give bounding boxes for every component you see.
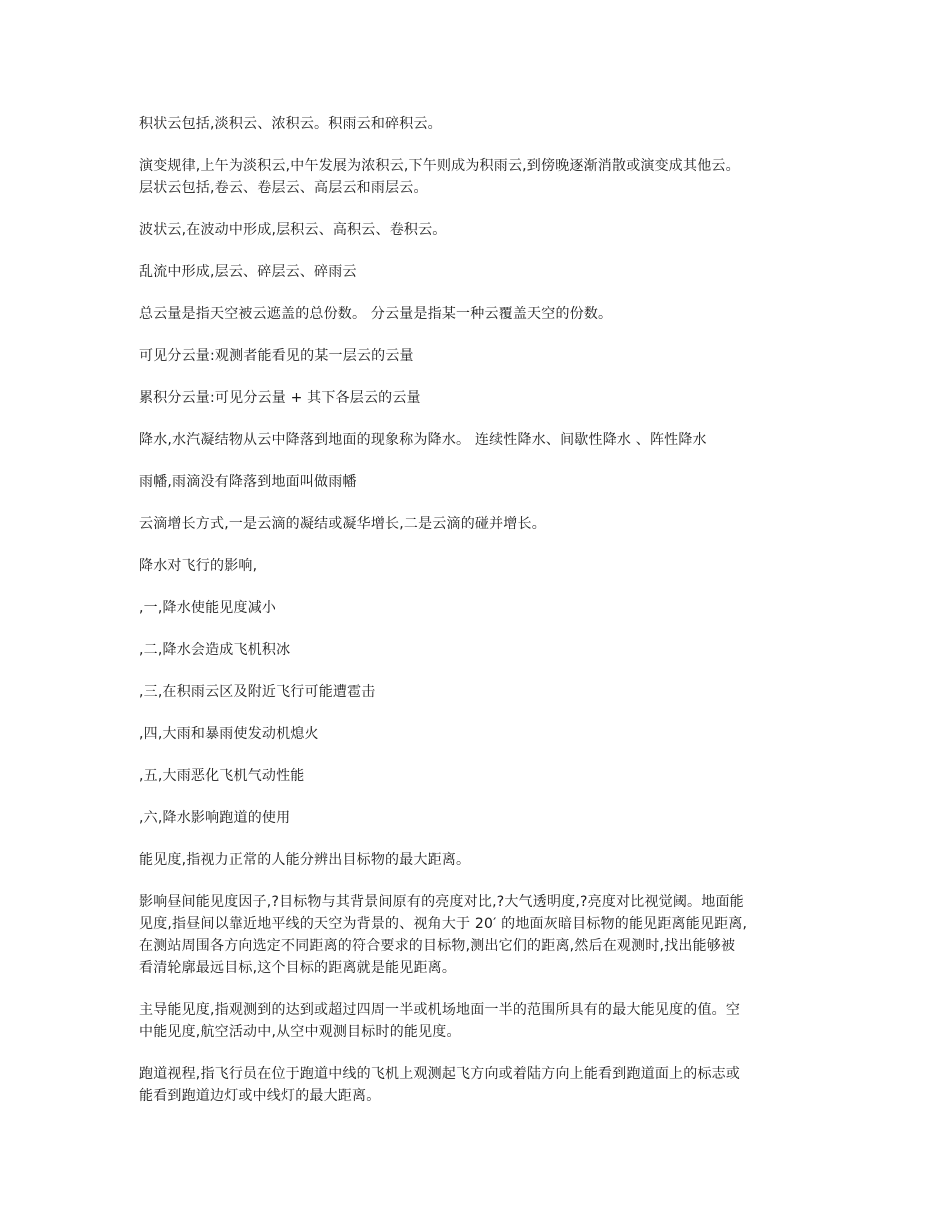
text-line: 影响昼间能见度因子,?目标物与其背景间原有的亮度对比,?大气透明度,?亮度对比视觉阈。地面能 [139, 894, 744, 910]
list-item-effect-4: ,四,大雨和暴雨使发动机熄火 [139, 726, 319, 742]
list-item-effect-3: ,三,在积雨云区及附近飞行可能遭雹击 [139, 684, 376, 700]
paragraph-turbulence-clouds: 乱流中形成,层云、碎层云、碎雨云 [139, 264, 357, 280]
paragraph-daytime-visibility-factors [139, 891, 811, 979]
text-line: 在测站周围各方向选定不同距离的符合要求的目标物,测出它们的距离,然后在观测时,找出能够被 [139, 938, 736, 954]
list-item-effect-5: ,五,大雨恶化飞机气动性能 [139, 768, 305, 784]
paragraph-visibility-definition: 能见度,指视力正常的人能分辨出目标物的最大距离。 [139, 852, 471, 868]
paragraph-runway-visual-range [139, 1063, 811, 1107]
text-line: 能看到跑道边灯或中线灯的最大距离。 [139, 1088, 381, 1104]
paragraph-stratiform-clouds: 层状云包括,卷云、卷层云、高层云和雨层云。 [139, 180, 428, 196]
paragraph-prevailing-visibility [139, 999, 811, 1043]
paragraph-evolution-pattern: 演变规律,上午为淡积云,中午发展为浓积云,下午则成为积雨云,到傍晚逐渐消散或演变成其他云。 [139, 158, 740, 174]
paragraph-virga: 雨幡,雨滴没有降落到地面叫做雨幡 [139, 474, 357, 490]
paragraph-visible-partial-cover: 可见分云量:观测者能看见的某一层云的云量 [139, 348, 414, 364]
paragraph-wave-clouds: 波状云,在波动中形成,层积云、高积云、卷积云。 [139, 222, 447, 238]
document-body [139, 113, 811, 1127]
text-line: 看清轮廓最远目标,这个目标的距离就是能见距离。 [139, 960, 457, 976]
paragraph-precipitation-effects-heading: 降水对飞行的影响, [139, 558, 258, 574]
paragraph-droplet-growth: 云滴增长方式,一是云滴的凝结或凝华增长,二是云滴的碰并增长。 [139, 516, 546, 532]
list-item-effect-6: ,六,降水影响跑道的使用 [139, 810, 291, 826]
paragraph-cumulative-partial-cover: 累积分云量:可见分云量 + 其下各层云的云量 [139, 390, 421, 406]
text-line: 跑道视程,指飞行员在位于跑道中线的飞机上观测起飞方向或着陆方向上能看到跑道面上的标志或 [139, 1066, 741, 1082]
list-item-effect-2: ,二,降水会造成飞机积冰 [139, 642, 291, 658]
list-item-effect-1: ,一,降水使能见度减小 [139, 600, 277, 616]
paragraph-cumuliform-clouds: 积状云包括,淡积云、浓积云。积雨云和碎积云。 [139, 116, 442, 132]
text-line: 主导能见度,指观测到的达到或超过四周一半或机场地面一半的范围所具有的最大能见度的值。空 [139, 1002, 741, 1018]
text-line: 见度,指昼间以靠近地平线的天空为背景的、视角大于 20′ 的地面灰暗目标物的能见距离能见距离, [139, 916, 748, 932]
text-line: 中能见度,航空活动中,从空中观测目标时的能见度。 [139, 1024, 461, 1040]
paragraph-total-cloud-cover: 总云量是指天空被云遮盖的总份数。 分云量是指某一种云覆盖天空的份数。 [139, 306, 613, 322]
paragraph-precipitation: 降水,水汽凝结物从云中降落到地面的现象称为降水。 连续性降水、间歇性降水 、阵性降水 [139, 432, 707, 448]
